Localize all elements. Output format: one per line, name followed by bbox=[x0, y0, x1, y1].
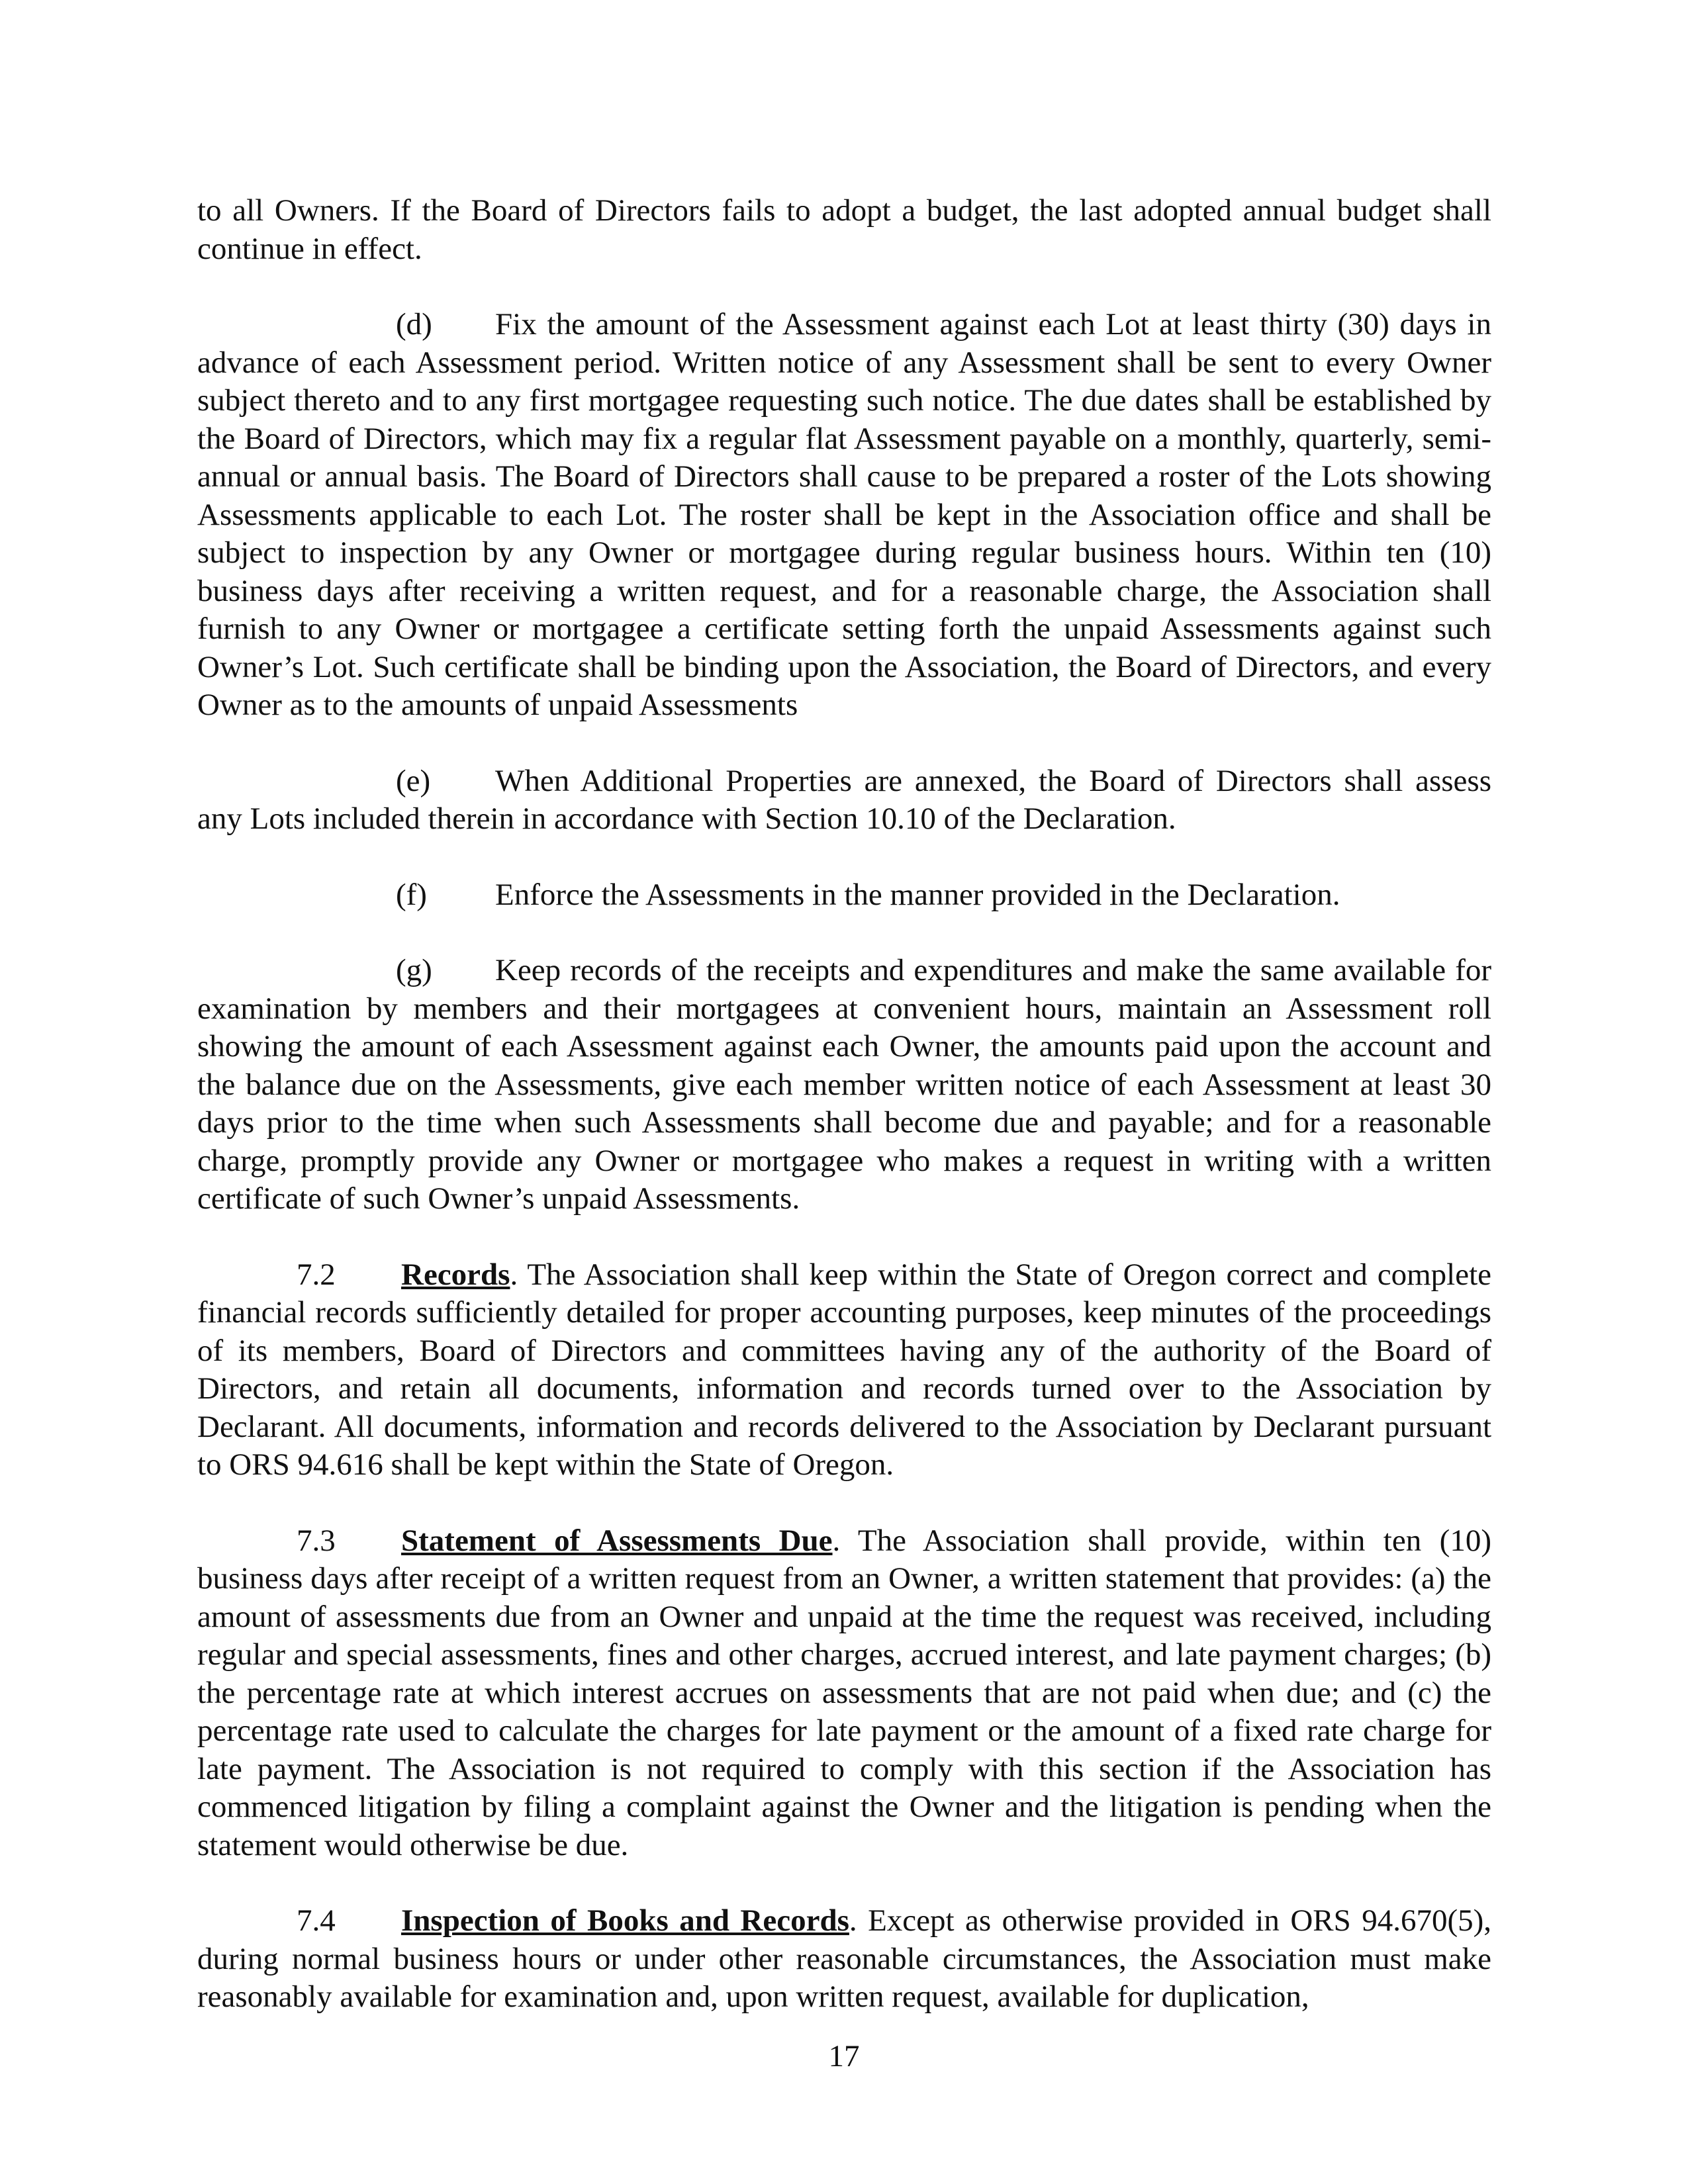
section-7-3-heading: Statement of Assessments Due bbox=[401, 1523, 833, 1558]
section-7-3-text: . The Association shall provide, within ten (10) business days after receipt of a written request from an Owner, a written statement that provides: (a) the amount of assessments due from an Owner and unpaid at the time the request was received, including regular and special assessments, fines and other charges, accrued interest, and late payment charges; (b) the percentage rate at which interest accrues on assessments that are not paid when due; and (c) the percentage rate used to calculate the charges for late payment or the amount of a fixed rate charge for late payment. The Association is not required to comply with this section if the Association has commenced litigation by filing a complaint against the Owner and the litigation is pending when the statement would otherwise be due. bbox=[197, 1523, 1491, 1862]
item-d-text: Fix the amount of the Assessment against each Lot at least thirty (30) days in advance of each Assessment period. Written notice of any Assessment shall be sent to every Owner subject thereto and to any first mortgagee requesting such notice. The due dates shall be established by the Board of Directors, which may fix a regular flat Assessment payable on a monthly, quarterly, semi-annual or annual basis. The Board of Directors shall cause to be prepared a roster of the Lots showing Assessments applicable to each Lot. The roster shall be kept in the Association office and shall be subject to inspection by any Owner or mortgagee during regular business hours. Within ten (10) business days after receiving a written request, and for a reasonable charge, the Association shall furnish to any Owner or mortgagee a certificate setting forth the unpaid Assessments against such Owner’s Lot. Such certificate shall be binding upon the Association, the Board of Directors, and every Owner as to the amounts of unpaid Assessments bbox=[197, 307, 1491, 722]
page-number: 17 bbox=[828, 2039, 860, 2073]
item-d-paragraph bbox=[197, 306, 1491, 725]
item-e-paragraph bbox=[197, 762, 1491, 839]
section-7-3-paragraph bbox=[197, 1522, 1491, 1865]
item-f-paragraph bbox=[197, 876, 1491, 915]
section-7-2-heading: Records bbox=[401, 1257, 510, 1292]
section-7-4-heading: Inspection of Books and Records bbox=[401, 1903, 849, 1938]
intro-paragraph: to all Owners. If the Board of Directors fails to adopt a budget, the last adopted annual budget shall continue in effect. bbox=[197, 193, 1491, 266]
section-7-4-paragraph bbox=[197, 1902, 1491, 2017]
item-d-label: (d) bbox=[396, 307, 432, 341]
item-g-text: Keep records of the receipts and expenditures and make the same available for examination by members and their mortgagees at convenient hours, maintain an Assessment roll showing the amount of each Assessment against each Owner, the amounts paid upon the account and the balance due on the Assessments, give each member written notice of each Assessment at least 30 days prior to the time when such Assessments shall become due and payable; and for a reasonable charge, promptly provide any Owner or mortgagee who makes a request in writing with a written certificate of such Owner’s unpaid Assessments. bbox=[197, 953, 1491, 1216]
section-7-3-number: 7.3 bbox=[297, 1523, 336, 1558]
section-7-2-paragraph bbox=[197, 1256, 1491, 1484]
section-7-2-number: 7.2 bbox=[297, 1257, 336, 1292]
item-e-text: When Additional Properties are annexed, the Board of Directors shall assess any Lots included therein in accordance with Section 10.10 of the Declaration. bbox=[197, 763, 1491, 836]
item-f-label: (f) bbox=[396, 877, 427, 912]
section-7-2-text: . The Association shall keep within the State of Oregon correct and complete financial records sufficiently detailed for proper accounting purposes, keep minutes of the proceedings of its members, Board of Directors and committees having any of the authority of the Board of Directors, and retain all documents, information and records turned over to the Association by Declarant. All documents, information and records delivered to the Association by Declarant pursuant to ORS 94.616 shall be kept within the State of Oregon. bbox=[197, 1257, 1491, 1482]
document-page bbox=[197, 192, 1491, 2017]
section-7-4-text: . Except as otherwise provided in ORS 94.670(5), during normal business hours or under other reasonable circumstances, the Association must make reasonably available for examination and, upon written request, available for duplication, bbox=[197, 1903, 1491, 2014]
item-g-label: (g) bbox=[396, 953, 432, 987]
item-g-paragraph bbox=[197, 952, 1491, 1218]
item-e-label: (e) bbox=[396, 763, 431, 798]
item-f-text: Enforce the Assessments in the manner provided in the Declaration. bbox=[495, 877, 1340, 912]
section-7-4-number: 7.4 bbox=[297, 1903, 336, 1938]
